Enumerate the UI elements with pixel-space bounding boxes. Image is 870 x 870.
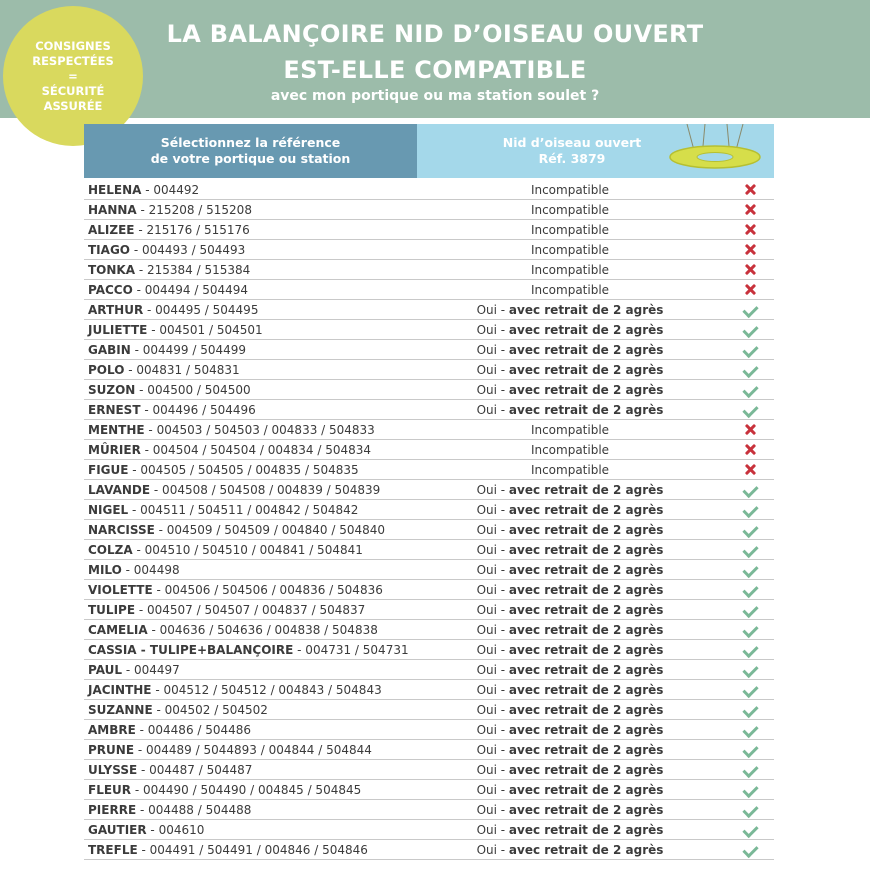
product-name: ERNEST [88,403,141,417]
reference-cell [88,563,180,577]
product-refs: - 004509 / 504509 / 004840 / 504840 [154,523,386,537]
product-refs: - 004489 / 5044893 / 004844 / 504844 [134,743,372,757]
compatibility-status [417,383,723,397]
column-header-product [417,124,774,178]
product-name: TREFLE [88,843,138,857]
product-name: FLEUR [88,783,132,797]
header-right-line1: Nid d’oiseau ouvert [502,135,642,150]
compatibility-table [84,180,774,860]
table-row [84,360,774,380]
cross-icon [742,462,758,478]
product-name: SUZON [88,383,136,397]
compatibility-status [417,183,723,197]
bird-nest-swing-icon [665,124,765,172]
product-refs: - 215384 / 515384 [135,263,251,277]
check-icon [742,382,758,398]
status-detail: avec retrait de 2 agrès [508,643,664,657]
check-icon [742,522,758,538]
compatibility-status [417,243,723,257]
badge-line5: ASSURÉE [43,98,103,113]
badge-line1: CONSIGNES [35,38,111,53]
compatibility-status [417,603,723,617]
cross-icon [742,422,758,438]
reference-cell [88,823,204,837]
check-icon [742,782,758,798]
compatibility-status [417,583,723,597]
reference-cell [88,423,375,437]
status-detail: avec retrait de 2 agrès [508,543,664,557]
reference-cell [88,363,240,377]
reference-cell [88,263,250,277]
status-text: Oui - [476,383,509,397]
compatibility-status [417,223,723,237]
check-icon [742,702,758,718]
status-text: Oui - [476,303,509,317]
check-icon [742,322,758,338]
product-refs: - 004488 / 504488 [136,803,252,817]
reference-cell [88,303,258,317]
product-refs: - 004486 / 504486 [135,723,252,737]
table-row [84,540,774,560]
reference-cell [88,543,363,557]
status-detail: avec retrait de 2 agrès [508,763,664,777]
table-row [84,740,774,760]
compatibility-status [417,763,723,777]
status-detail: avec retrait de 2 agrès [508,803,664,817]
table-row [84,820,774,840]
product-refs: - 004498 [121,563,180,577]
table-row [84,760,774,780]
product-refs: - 004497 [122,663,180,677]
table-row [84,400,774,420]
compatibility-status [417,403,723,417]
table-row [84,300,774,320]
product-refs: - 004502 / 504502 [152,703,268,717]
status-text: Incompatible [530,263,610,277]
status-text: Oui - [476,643,509,657]
compatibility-status [417,203,723,217]
check-icon [742,742,758,758]
status-text: Oui - [476,723,509,737]
product-refs: - 004490 / 504490 / 004845 / 504845 [131,783,362,797]
compatibility-status [417,803,723,817]
table-row [84,800,774,820]
status-text: Oui - [476,563,509,577]
product-refs: - 004511 / 504511 / 004842 / 504842 [128,503,359,517]
product-name: AMBRE [88,723,136,737]
table-row [84,200,774,220]
product-name: ALIZEE [88,223,135,237]
product-refs: - 004494 / 504494 [132,283,249,297]
reference-cell [88,443,371,457]
compatibility-status [417,503,723,517]
status-text: Oui - [476,803,509,817]
check-icon [742,762,758,778]
header-left-line2: de votre portique ou station [150,151,351,166]
table-row [84,240,774,260]
status-detail: avec retrait de 2 agrès [508,563,664,577]
status-text: Oui - [476,763,509,777]
product-name: MENTHE [88,423,145,437]
product-name: VIOLETTE [88,583,153,597]
cross-icon [742,202,758,218]
product-name: FIGUE [88,463,129,477]
product-refs: - 004493 / 504493 [130,243,246,257]
check-icon [742,682,758,698]
product-refs: - 004610 [146,823,205,837]
compatibility-status [417,343,723,357]
product-name: JACINTHE [88,683,152,697]
product-name: NARCISSE [88,523,155,537]
table-row [84,640,774,660]
reference-cell [88,803,251,817]
status-detail: avec retrait de 2 agrès [508,703,664,717]
compatibility-status [417,623,723,637]
compatibility-status [417,783,723,797]
reference-cell [88,283,248,297]
reference-cell [88,683,382,697]
status-text: Incompatible [530,463,610,477]
status-text: Oui - [476,663,509,677]
product-name: HANNA [88,203,137,217]
table-row [84,220,774,240]
product-refs: - 004507 / 504507 / 004837 / 504837 [135,603,366,617]
check-icon [742,402,758,418]
compatibility-status [417,423,723,437]
status-text: Oui - [476,483,509,497]
status-text: Oui - [476,743,509,757]
reference-cell [88,723,251,737]
check-icon [742,722,758,738]
product-name: GABIN [88,343,131,357]
check-icon [742,602,758,618]
compatibility-status [417,483,723,497]
table-row [84,520,774,540]
check-icon [742,562,758,578]
product-name: SUZANNE [88,703,153,717]
compatibility-status [417,723,723,737]
reference-cell [88,703,268,717]
product-name: HELENA [88,183,142,197]
check-icon [742,802,758,818]
check-icon [742,622,758,638]
product-refs: - 004499 / 504499 [130,343,247,357]
product-name: MILO [88,563,122,577]
status-detail: avec retrait de 2 agrès [508,363,664,377]
product-refs: - 004831 / 504831 [124,363,240,377]
cross-icon [742,182,758,198]
reference-cell [88,483,380,497]
reference-cell [88,503,358,517]
product-refs: - 004503 / 504503 / 004833 / 504833 [144,423,375,437]
reference-cell [88,183,199,197]
status-text: Incompatible [530,443,610,457]
status-detail: avec retrait de 2 agrès [508,843,664,857]
reference-cell [88,343,246,357]
product-name: COLZA [88,543,133,557]
status-detail: avec retrait de 2 agrès [508,523,664,537]
product-refs: - 004500 / 504500 [135,383,251,397]
product-name: ULYSSE [88,763,138,777]
compatibility-status [417,283,723,297]
table-row [84,480,774,500]
product-refs: - 004510 / 504510 / 004841 / 504841 [132,543,363,557]
status-text: Oui - [476,823,509,837]
table-row [84,560,774,580]
status-text: Oui - [476,343,509,357]
check-icon [742,302,758,318]
status-text: Oui - [476,403,509,417]
check-icon [742,362,758,378]
status-text: Oui - [476,843,509,857]
reference-cell [88,663,180,677]
table-row [84,460,774,480]
table-row [84,280,774,300]
cross-icon [742,282,758,298]
status-detail: avec retrait de 2 agrès [508,323,664,337]
compatibility-status [417,563,723,577]
status-text: Incompatible [530,243,610,257]
product-refs: - 004506 / 504506 / 004836 / 504836 [152,583,383,597]
check-icon [742,502,758,518]
compatibility-status [417,263,723,277]
table-row [84,420,774,440]
compatibility-status [417,743,723,757]
compatibility-status [417,443,723,457]
header-right-line2: Réf. 3879 [538,151,606,166]
product-refs: - 215208 / 515208 [136,203,252,217]
status-detail: avec retrait de 2 agrès [508,823,664,837]
product-refs: - 004501 / 504501 [147,323,263,337]
status-text: Oui - [476,783,509,797]
reference-cell [88,843,368,857]
table-row [84,680,774,700]
product-refs: - 004636 / 504636 / 004838 / 504838 [147,623,378,637]
product-name: ARTHUR [88,303,144,317]
status-detail: avec retrait de 2 agrès [508,623,664,637]
reference-cell [88,223,250,237]
status-detail: avec retrait de 2 agrès [508,663,664,677]
reference-cell [88,383,251,397]
table-row [84,260,774,280]
product-name: PACCO [88,283,133,297]
compatibility-status [417,523,723,537]
column-header-reference [84,124,417,178]
reference-cell [88,783,361,797]
table-row [84,780,774,800]
product-name: TULIPE [88,603,136,617]
cross-icon [742,442,758,458]
status-text: Incompatible [530,183,610,197]
status-text: Oui - [476,623,509,637]
table-row [84,380,774,400]
product-refs: - 004492 [141,183,200,197]
reference-cell [88,323,263,337]
compatibility-status [417,463,723,477]
product-name: POLO [88,363,125,377]
product-name: GAUTIER [88,823,147,837]
status-text: Incompatible [530,283,610,297]
header-left-line1: Sélectionnez la référence [160,135,341,150]
status-text: Oui - [476,523,509,537]
product-refs: - 004496 / 504496 [140,403,256,417]
cross-icon [742,222,758,238]
product-name: PAUL [88,663,123,677]
cross-icon [742,262,758,278]
status-detail: avec retrait de 2 agrès [508,743,664,757]
status-detail: avec retrait de 2 agrès [508,683,664,697]
compatibility-status [417,703,723,717]
check-icon [742,822,758,838]
status-text: Oui - [476,583,509,597]
table-row [84,580,774,600]
table-row [84,660,774,680]
product-name: LAVANDE [88,483,151,497]
product-refs: - 004512 / 504512 / 004843 / 504843 [151,683,382,697]
status-detail: avec retrait de 2 agrès [508,583,664,597]
status-detail: avec retrait de 2 agrès [508,603,664,617]
check-icon [742,542,758,558]
page-subtitle: avec mon portique ou ma station soulet ? [270,88,600,104]
status-detail: avec retrait de 2 agrès [508,403,664,417]
badge-line2: RESPECTÉES [32,53,114,68]
status-text: Oui - [476,703,509,717]
table-row [84,320,774,340]
status-detail: avec retrait de 2 agrès [508,383,664,397]
check-icon [742,842,758,858]
table-row [84,720,774,740]
product-name: PIERRE [88,803,137,817]
table-row [84,440,774,460]
product-name: CAMELIA [88,623,148,637]
product-name: PRUNE [88,743,135,757]
product-refs: - 004504 / 504504 / 004834 / 504834 [140,443,372,457]
compatibility-status [417,823,723,837]
compatibility-status [417,543,723,557]
product-name: JULIETTE [88,323,148,337]
reference-cell [88,763,252,777]
status-text: Oui - [476,603,509,617]
reference-cell [88,743,372,757]
check-icon [742,662,758,678]
compatibility-status [417,683,723,697]
product-refs: - 004487 / 504487 [137,763,253,777]
status-detail: avec retrait de 2 agrès [508,303,664,317]
product-refs: - 004505 / 504505 / 004835 / 504835 [128,463,359,477]
table-row [84,340,774,360]
status-text: Incompatible [530,203,610,217]
status-detail: avec retrait de 2 agrès [508,783,664,797]
reference-cell [88,243,245,257]
table-row [84,620,774,640]
product-refs: - 215176 / 515176 [134,223,250,237]
compatibility-status [417,363,723,377]
product-name: NIGEL [88,503,129,517]
reference-cell [88,643,409,657]
reference-cell [88,463,359,477]
table-row [84,500,774,520]
product-name: CASSIA - TULIPE+BALANÇOIRE [88,643,294,657]
product-refs: - 004491 / 504491 / 004846 / 504846 [137,843,368,857]
table-row [84,600,774,620]
compatibility-status [417,303,723,317]
status-text: Oui - [476,363,509,377]
status-text: Oui - [476,683,509,697]
compatibility-status [417,663,723,677]
status-text: Incompatible [530,423,610,437]
cross-icon [742,242,758,258]
reference-cell [88,523,385,537]
status-text: Oui - [476,503,509,517]
badge-line3: = [68,68,78,83]
status-text: Oui - [476,323,509,337]
page-title-line2: EST-ELLE COMPATIBLE [283,56,587,84]
header-right-text [457,135,687,167]
status-detail: avec retrait de 2 agrès [508,723,664,737]
status-text: Incompatible [530,223,610,237]
reference-cell [88,623,378,637]
check-icon [742,482,758,498]
reference-cell [88,603,365,617]
compatibility-status [417,843,723,857]
table-row [84,840,774,860]
check-icon [742,582,758,598]
product-name: MÛRIER [88,443,141,457]
reference-cell [88,583,383,597]
status-detail: avec retrait de 2 agrès [508,343,664,357]
product-name: TONKA [88,263,136,277]
product-refs: - 004731 / 504731 [293,643,409,657]
check-icon [742,342,758,358]
compatibility-status [417,323,723,337]
product-name: TIAGO [88,243,130,257]
table-row [84,180,774,200]
product-refs: - 004495 / 504495 [143,303,259,317]
page-title-line1: LA BALANÇOIRE NID D’OISEAU OUVERT [166,20,704,48]
table-row [84,700,774,720]
check-icon [742,642,758,658]
status-text: Oui - [476,543,509,557]
reference-cell [88,403,256,417]
product-refs: - 004508 / 504508 / 004839 / 504839 [150,483,381,497]
reference-cell [88,203,252,217]
status-detail: avec retrait de 2 agrès [508,503,664,517]
badge-line4: SÉCURITÉ [41,83,105,98]
status-detail: avec retrait de 2 agrès [508,483,664,497]
compatibility-status [417,643,723,657]
